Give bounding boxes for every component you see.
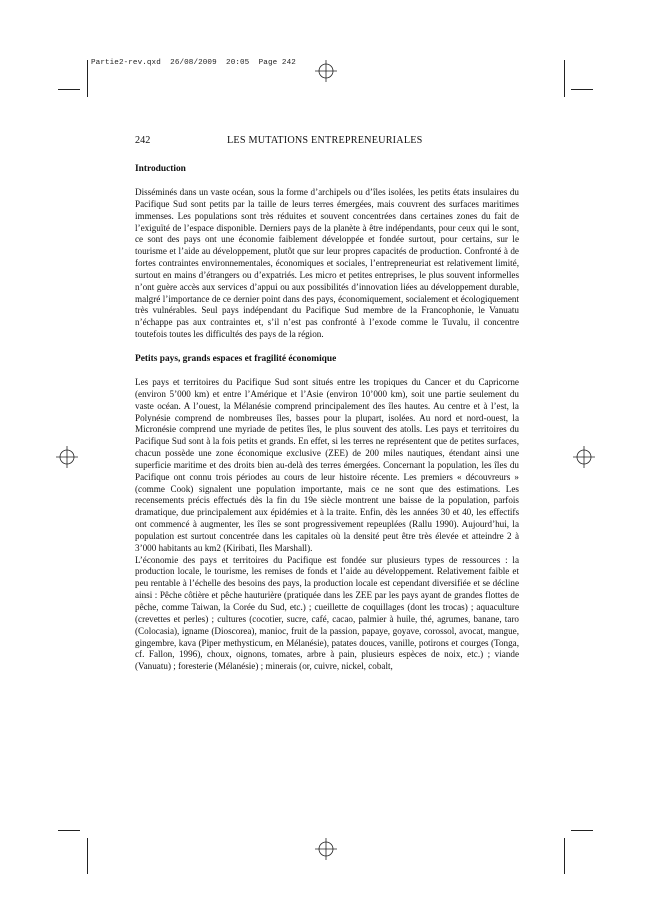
registration-mark-icon bbox=[573, 446, 595, 468]
crop-mark bbox=[564, 838, 565, 874]
crop-mark bbox=[87, 60, 88, 97]
crop-mark bbox=[571, 830, 593, 831]
crop-mark bbox=[564, 60, 565, 97]
registration-mark-icon bbox=[315, 838, 337, 860]
paragraph: Disséminés dans un vaste océan, sous la forme d’archipels ou d’îles isolées, les petits états insulaires du Pacifique Sud sont petits par la taille de leurs terres émergées, mais couvrent des surfaces maritimes immenses. Les populations sont très réduites et souvent concentrées dans certaines zones du fait de l’exiguïté de l’espace disponible. Derniers pays de la planète à être indépendants, pour ceux qui le sont, ce sont des pays ont une économie faiblement développée et fondée surtout, pour certains, sur le tourisme et l’aide au développement, plutôt que sur leur propres capacités de production. Confronté à de fortes contraintes environnementales, économiques et sociales, l’entrepreneuriat est relativement limité, surtout en mains d’étrangers ou d’expatriés. Les micro et petites entreprises, le plus souvent informelles n’ont guère accès aux services d’appui ou aux possibilités d’innovation liées au développement durable, malgré l’importance de ce dernier point dans des pays, économiquement, socialement et écologiquement très vulnérables. Seul pays indépendant du Pacifique Sud membre de la Francophonie, le Vanuatu n’échappe pas aux contraintes et, s’il n’est pas confronté à l’exode comme le Tuvalu, il concentre toutefois toutes les difficultés des pays de la région. bbox=[135, 187, 519, 340]
section-heading: Introduction bbox=[135, 164, 186, 174]
running-title: LES MUTATIONS ENTREPRENEURIALES bbox=[227, 135, 423, 146]
section-heading: Petits pays, grands espaces et fragilité économique bbox=[135, 353, 337, 364]
crop-mark bbox=[87, 838, 88, 874]
crop-mark bbox=[58, 830, 80, 831]
slug-line: Partie2-rev.qxd 26/08/2009 20:05 Page 242 bbox=[91, 59, 296, 67]
page-number: 242 bbox=[135, 135, 151, 146]
article-body bbox=[135, 163, 519, 673]
registration-mark-icon bbox=[315, 60, 337, 82]
crop-mark bbox=[571, 89, 593, 90]
paragraph: Les pays et territoires du Pacifique Sud sont situés entre les tropiques du Cancer et du Capricorne (environ 5’000 km) et entre l’Amérique et l’Asie (environ 10’000 km), soit une partie seulement du vaste océan. A l’ouest, la Mélanésie comprend principalement des îles hautes. Au centre et à l’est, la Polynésie comprend de nombreuses îles, basses pour la plupart, isolées. Au nord et nord-ouest, la Micronésie comprend une myriade de petites îles, le plus souvent des atolls. Les pays et territoires du Pacifique Sud sont à la fois petits et grands. En effet, si les terres ne représentent que de petites surfaces, chacun possède une zone économique exclusive (ZEE) de 200 miles nautiques, étendant ainsi une superficie maritime et des droits bien au-delà des terres émergées. Concernant la population, les îles du Pacifique ont connu trois périodes au cours de leur histoire récente. Les premiers « découvreurs » (comme Cook) signalent une population importante, mais ce ne sont que des estimations. Les recensements précis effectués dès la fin du 19e siècle montrent une baisse de la population, parfois dramatique, due principalement aux épidémies et à la traite. Enfin, dès les années 30 et 40, les effectifs ont commencé à augmenter, les îles se sont progressivement repeuplées (Rallu 1990). Aujourd’hui, la population est surtout concentrée dans les capitales où la densité peut être très élevée et atteindre 2 à 3’000 habitants au km2 (Kiribati, Iles Marshall). bbox=[135, 376, 519, 553]
registration-mark-icon bbox=[56, 446, 78, 468]
crop-mark bbox=[58, 89, 80, 90]
paragraph: L’économie des pays et territoires du Pacifique est fondée sur plusieurs types de ressources : la production locale, le tourisme, les remises de fonds et l’aide au développement. Relativement faible et peu rentable à l’échelle des besoins des pays, la production locale est cependant diversifiée et se décline ainsi : Pêche côtière et pêche hauturière (pratiquée dans les ZEE par les pays ayant de grandes flottes de pêche, comme Taiwan, la Corée du Sud, etc.) ; cueillette de coquillages (dont les trocas) ; aquaculture (crevettes et perles) ; cultures (cocotier, sucre, café, cacao, palmier à huile, thé, agrumes, banane, taro (Colocasia), igname (Dioscorea), manioc, fruit de la passion, papaye, goyave, corossol, avocat, mangue, gingembre, kava (Piper methysticum, en Mélanésie), patates douces, vanille, potirons et courges (Tonga, cf. Fallon, 1996), choux, oignons, tomates, arbre à pain, plusieurs espèces de noix, etc.) ; viande (Vanuatu) ; foresterie (Mélanésie) ; minerais (or, cuivre, nickel, cobalt, bbox=[135, 554, 519, 672]
